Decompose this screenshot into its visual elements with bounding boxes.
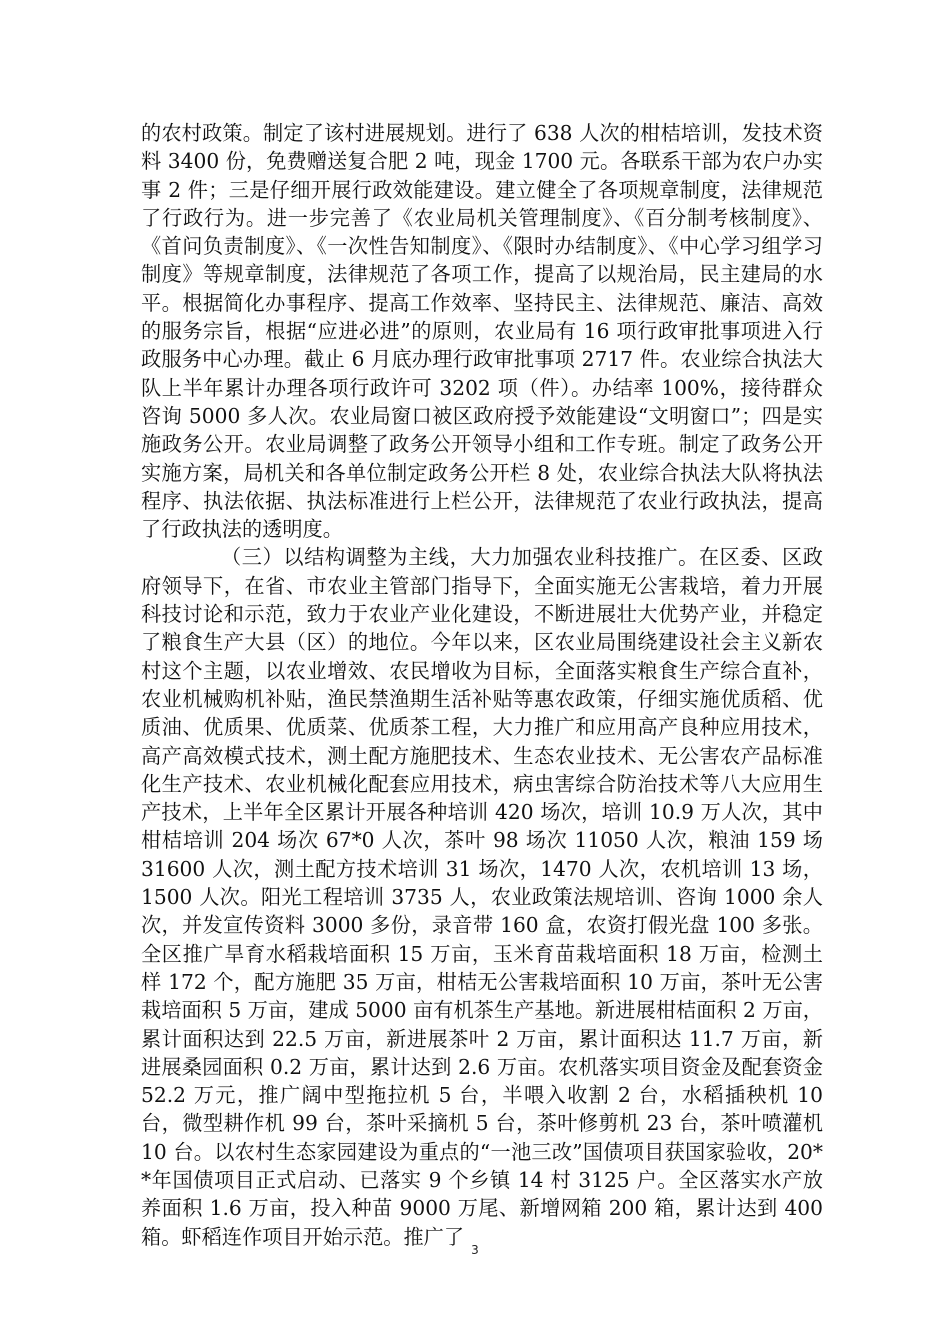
paragraph-agri-tech-promotion: （三）以结构调整为主线，大力加强农业科技推广。在区委、区政府领导下，在省、市农业主管部门指导下，全面实施无公害栽培，着力开展科技讨论和示范，致力于农业产业化建设，不断进展壮大优势产业，并稳定了粮食生产大县（区）的地位。今年以来，区农业局围绕建设社会主义新农村这个主题，以农业增效、农民增收为目标，全面落实粮食生产综合直补，农业机械购机补贴，渔民禁渔期生活补贴等惠农政策，仔细实施优质稻、优质油、优质果、优质菜、优质茶工程，大力推广和应用高产良种应用技术，高产高效模式技术，测土配方施肥技术、生态农业技术、无公害农产品标准化生产技术、农业机械化配套应用技术，病虫害综合防治技术等八大应用生产技术，上半年全区累计开展各种培训 420 场次，培训 10.9 万人次，其中柑桔培训 204 场次 67*0 人次，茶叶 98 场次 11050 人次，粮油 159 场 31600 人次，测土配方技术培训 31 场次，1470 人次，农机培训 13 场，1500 人次。阳光工程培训 3735 人，农业政策法规培训、咨询 1000 余人次，并发宣传资料 3000 多份，录音带 160 盒，农资打假光盘 100 多张。全区推广旱育水稻栽培面积 15 万亩，玉米育苗栽培面积 18 万亩，检测土样 172 个，配方施肥 35 万亩，柑桔无公害栽培面积 10 万亩，茶叶无公害栽培面积 5 万亩，建成 5000 亩有机茶生产基地。新进展柑桔面积 2 万亩，累计面积达到 22.5 万亩，新进展茶叶 2 万亩，累计面积达 11.7 万亩，新进展桑园面积 0.2 万亩，累计达到 2.6 万亩。农机落实项目资金及配套资金 52.2 万元，推广阔中型拖拉机 5 台，半喂入收割 2 台，水稻插秧机 10 台，微型耕作机 99 台，茶叶采摘机 5 台，茶叶修剪机 23 台，茶叶喷灌机 10 台。以农村生态家园建设为重点的“一池三改”国债项目获国家验收，20**年国债项目正式启动、已落实 9 个乡镇 14 村 3125 户。全区落实水产放养面积 1.6 万亩，投入种苗 9000 万尾、新增网箱 200 箱，累计达到 400 箱。虾稻连作项目开始示范。推广了 <box>141 545 823 1249</box>
body-text <box>141 119 823 1251</box>
page-number: 3 <box>471 1243 479 1257</box>
paragraph-admin-efficiency: 的农村政策。制定了该村进展规划。进行了 638 人次的柑桔培训，发技术资料 3400 份，免费赠送复合肥 2 吨，现金 1700 元。各联系干部为农户办实事 2 件；三是仔细开展行政效能建设。建立健全了各项规章制度，法律规范了行政行为。进一步完善了《农业局机关管理制度》、《百分制考核制度》、《首问负责制度》、《一次性告知制度》、《限时办结制度》、《中心学习组学习制度》等规章制度，法律规范了各项工作，提高了以规治局，民主建局的水平。根据简化办事程序、提高工作效率、坚持民主、法律规范、廉洁、高效的服务宗旨，根据“应进必进”的原则，农业局有 16 项行政审批事项进入行政服务中心办理。截止 6 月底办理行政审批事项 2717 件。农业综合执法大队上半年累计办理各项行政许可 3202 项（件）。办结率 100%，接待群众咨询 5000 多人次。农业局窗口被区政府授予效能建设“文明窗口”；四是实施政务公开。农业局调整了政务公开领导小组和工作专班。制定了政务公开实施方案，局机关和各单位制定政务公开栏 8 处，农业综合执法大队将执法程序、执法依据、执法标准进行上栏公开，法律规范了农业行政执法，提高了行政执法的透明度。 <box>141 121 823 542</box>
